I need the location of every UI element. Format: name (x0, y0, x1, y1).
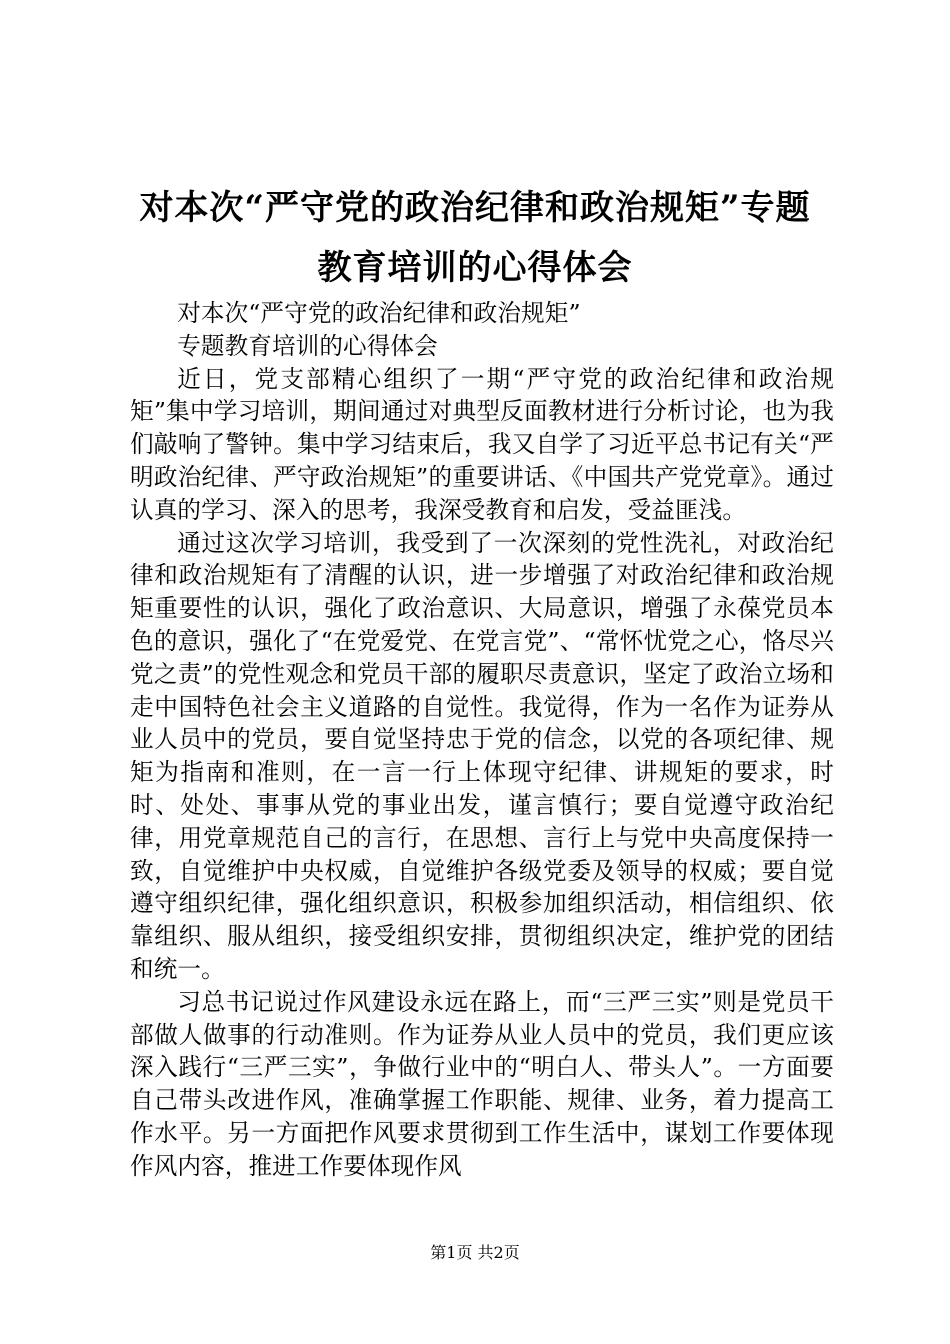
body-paragraph-2: 通过这次学习培训，我受到了一次深刻的党性洗礼，对政治纪律和政治规矩有了清醒的认识，进一步增强了对政治纪律和政治规矩重要性的认识，强化了政治意识、大局意识，增强了永葆党员本色的意识，强化了“在党爱党、在党言党”、“常怀忧党之心，恪尽兴党之责”的党性观念和党员干部的履职尽责意识，坚定了政治立场和走中国特色社会主义道路的自觉性。我觉得，作为一名作为证券从业人员中的党员，要自觉坚持忠于党的信念，以党的各项纪律、规矩为指南和准则，在一言一行上体现守纪律、讲规矩的要求，时时、处处、事事从党的事业出发，谨言慎行；要自觉遵守政治纪律，用党章规范自己的言行，在思想、言行上与党中央高度保持一致，自觉维护中央权威，自觉维护各级党委及领导的权威；要自觉遵守组织纪律，强化组织意识，积极参加组织活动，相信组织、依靠组织、服从组织，接受组织安排，贯彻组织决定，维护党的团结和统一。 (130, 528, 834, 983)
subtitle-line-2: 专题教育培训的心得体会 (177, 331, 438, 360)
subtitle-line-1: 对本次“严守党的政治纪律和政治规矩” (177, 299, 581, 327)
body-paragraph-1: 近日，党支部精心组织了一期“严守党的政治纪律和政治规矩”集中学习培训，期间通过对典型反面教材进行分析讨论，也为我们敲响了警钟。集中学习结束后，我又自学了习近平总书记有关“严明政治纪律、严守政治规矩”的重要讲话、《中国共产党党章》。通过认真的学习、深入的思考，我深受教育和启发，受益匪浅。 (130, 364, 834, 524)
document-title-line-1: 对本次“严守党的政治纪律和政治规矩”专题 (139, 188, 811, 228)
body-paragraph-3: 习总书记说过作风建设永远在路上，而“三严三实”则是党员干部做人做事的行动准则。作为证券从业人员中的党员，我们更应该深入践行“三严三实”，争做行业中的“明白人、带头人”。一方面要自己带头改进作风，准确掌握工作职能、规律、业务，着力提高工作水平。另一方面把作风要求贯彻到工作生活中，谋划工作要体现作风内容，推进工作要体现作风 (130, 987, 834, 1180)
document-title-line-2: 教育培训的心得体会 (317, 248, 633, 288)
page-footer: 第1页 共2页 (430, 1243, 520, 1262)
document-body (130, 297, 834, 1183)
